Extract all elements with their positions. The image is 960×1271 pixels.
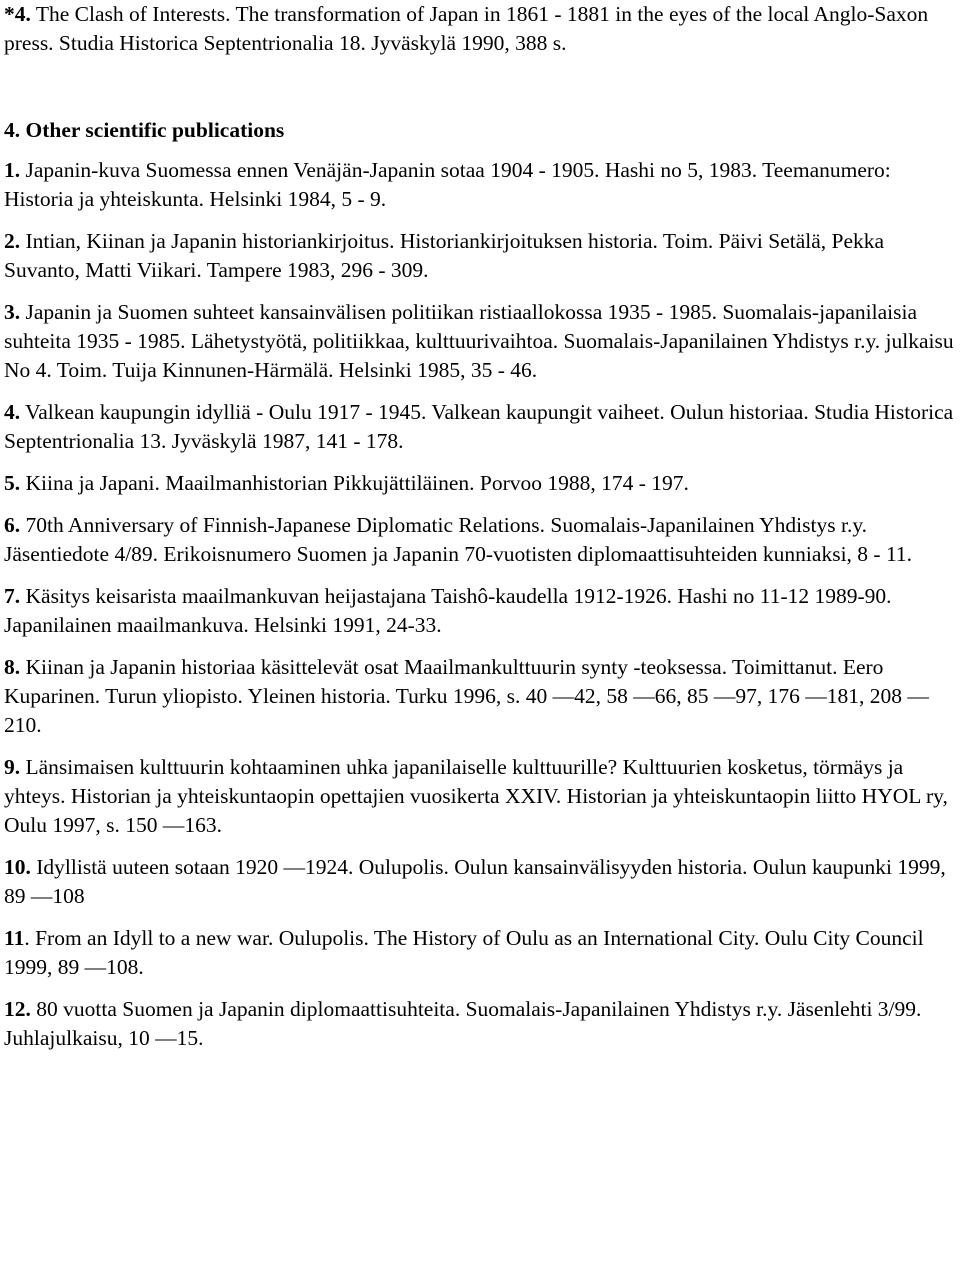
document-page [4,0,956,1053]
entry-number: 12. [4,997,31,1021]
entry-text: Kiina ja Japani. Maailmanhistorian Pikkujättiläinen. Porvoo 1988, 174 - 197. [20,471,689,495]
publication-entry-2 [4,227,956,285]
publication-entry-3 [4,298,956,385]
publication-entry-10 [4,853,956,911]
entry-number: 2. [4,229,21,253]
entry-text: Japanin-kuva Suomessa ennen Venäjän-Japanin sotaa 1904 - 1905. Hashi no 5, 1983. Teemanumero: Historia ja yhteiskunta. Helsinki 1984, 5 - 9. [4,158,891,211]
publication-entry-1 [4,156,956,214]
entry-number: 7. [4,584,21,608]
publication-entry-9 [4,753,956,840]
entry-text: Valkean kaupungin idylliä - Oulu 1917 - 1945. Valkean kaupungit vaiheet. Oulun historiaa. Studia Historica Septentrionalia 13. Jyväskylä 1987, 141 - 178. [4,400,954,453]
entry-text: Käsitys keisarista maailmankuvan heijastajana Taishô-kaudella 1912-1926. Hashi no 11-12 1989-90. Japanilainen maailmankuva. Helsinki 1991, 24-33. [4,584,892,637]
publication-entry-12 [4,995,956,1053]
publication-entry-8 [4,653,956,740]
entry-text: The Clash of Interests. The transformation of Japan in 1861 - 1881 in the eyes of the local Anglo-Saxon press. Studia Historica Septentrionalia 18. Jyväskylä 1990, 388 s. [4,2,929,55]
entry-number: 10. [4,855,31,879]
entry-number: 8. [4,655,21,679]
publication-entry-7 [4,582,956,640]
publication-entry-5 [4,469,956,498]
entry-text: . From an Idyll to a new war. Oulupolis. The History of Oulu as an International City. Oulu City Council 1999, 89 —108. [4,926,924,979]
publication-entry-4 [4,398,956,456]
entry-number: 4. [4,400,21,424]
entry-text: Idyllistä uuteen sotaan 1920 —1924. Oulupolis. Oulun kansainvälisyyden historia. Oulun kaupunki 1999, 89 —108 [4,855,946,908]
section-heading: 4. Other scientific publications [4,118,285,142]
entry-text: Japanin ja Suomen suhteet kansainvälisen politiikan ristiaallokossa 1935 - 1985. Suomalais-japanilaisia suhteita 1935 - 1985. Lähetystyötä, politiikkaa, kulttuurivaihtoa. Suomalais-Japanilainen Yhdistys r.y. julkaisu No 4. Toim. Tuija Kinnunen-Härmälä. Helsinki 1985, 35 - 46. [4,300,954,382]
entry-text: 80 vuotta Suomen ja Japanin diplomaattisuhteita. Suomalais-Japanilainen Yhdistys r.y. Jäsenlehti 3/99. Juhlajulkaisu, 10 —15. [4,997,922,1050]
publication-entry-11 [4,924,956,982]
entry-number: 5. [4,471,21,495]
publication-entry-6 [4,511,956,569]
entry-text: 70th Anniversary of Finnish-Japanese Diplomatic Relations. Suomalais-Japanilainen Yhdistys r.y. Jäsentiedote 4/89. Erikoisnumero Suomen ja Japanin 70-vuotisten diplomaattisuhteiden kunniaksi, 8 - 11. [4,513,913,566]
publication-entry-top [4,0,956,58]
entry-text: Kiinan ja Japanin historiaa käsittelevät osat Maailmankulttuurin synty -teoksessa. Toimittanut. Eero Kuparinen. Turun yliopisto. Yleinen historia. Turku 1996, s. 40 —42, 58 —66, 85 —97, 176 —181, 208 —210. [4,655,929,737]
entry-number: *4. [4,2,31,26]
entry-number: 3. [4,300,21,324]
entry-text: Intian, Kiinan ja Japanin historiankirjoitus. Historiankirjoituksen historia. Toim. Päivi Setälä, Pekka Suvanto, Matti Viikari. Tampere 1983, 296 - 309. [4,229,885,282]
entry-number: 1. [4,158,21,182]
entry-text: Länsimaisen kulttuurin kohtaaminen uhka japanilaiselle kulttuurille? Kulttuurien kosketus, törmäys ja yhteys. Historian ja yhteiskuntaopin opettajien vuosikerta XXIV. Historian ja yhteiskuntaopin liitto HYOL ry, Oulu 1997, s. 150 —163. [4,755,948,837]
entry-number: 6. [4,513,21,537]
entry-number: 9. [4,755,21,779]
entry-number: 11 [4,926,25,950]
